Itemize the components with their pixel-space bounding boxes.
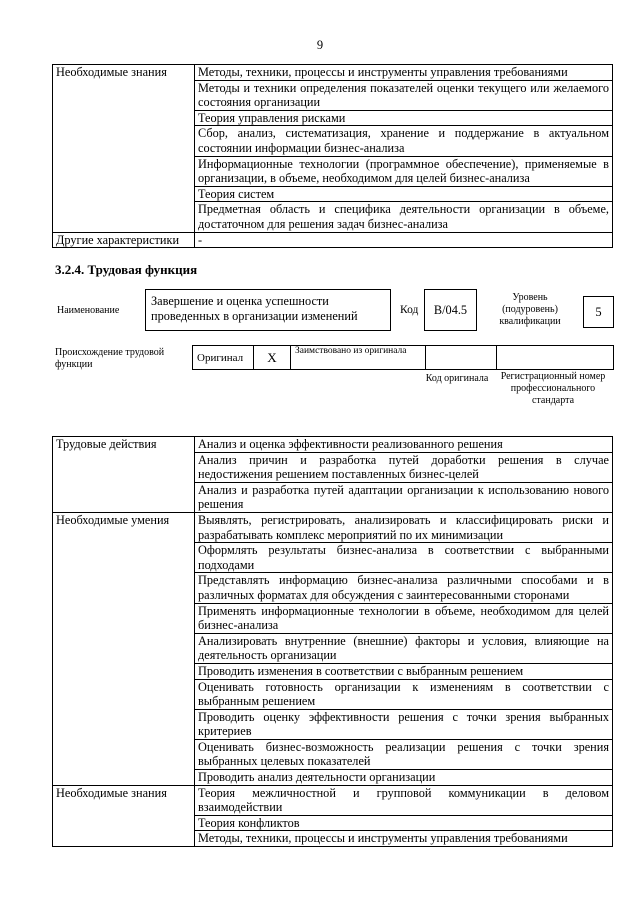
knowledge-item: Методы, техники, процессы и инструменты управления требованиями <box>195 65 613 81</box>
table-row <box>53 512 613 542</box>
knowledge-item: Методы, техники, процессы и инструменты управления требованиями <box>195 831 613 847</box>
table-row <box>53 232 613 248</box>
skill-item: Оценивать готовность организации к изменениям в соответствии с выбранным решением <box>195 679 613 709</box>
function-details-table <box>52 436 613 847</box>
skill-item: Применять информационные технологии в объеме, необходимом для целей бизнес-анализа <box>195 603 613 633</box>
row-label-knowledge: Необходимые знания <box>53 65 195 233</box>
row-label-knowledge: Необходимые знания <box>53 785 195 846</box>
skill-item: Оформлять результаты бизнес-анализа в соответствии с выбранными подходами <box>195 543 613 573</box>
function-code: B/04.5 <box>424 289 477 331</box>
table-row <box>53 437 613 453</box>
other-value: - <box>195 232 613 248</box>
function-name: Завершение и оценка успешности проведенных в организации изменений <box>145 289 391 331</box>
table-row <box>53 785 613 815</box>
skill-item: Анализировать внутренние (внешние) факторы и условия, влияющие на деятельность организации <box>195 633 613 663</box>
skill-item: Представлять информацию бизнес-анализа различными способами и в различных форматах для обсуждения с заинтересованными сторонами <box>195 573 613 603</box>
knowledge-table-continued <box>52 64 613 248</box>
origin-label: Происхождение трудовой функции <box>55 347 165 370</box>
skill-item: Выявлять, регистрировать, анализировать и классифицировать риски и разрабатывать комплекс мероприятий по их минимизации <box>195 512 613 542</box>
page-number: 9 <box>316 38 324 52</box>
reg-number-label: Регистрационный номер профессионального стандарта <box>500 371 606 406</box>
knowledge-item: Методы и техники определения показателей оценки текущего или желаемого состояния организации <box>195 80 613 110</box>
level-label: Уровень (подуровень) квалификации <box>499 292 561 327</box>
name-label: Наименование <box>57 305 120 316</box>
row-label-skills: Необходимые умения <box>53 512 195 785</box>
table-row <box>193 346 614 370</box>
skill-item: Проводить изменения в соответствии с выбранным решением <box>195 663 613 679</box>
code-label: Код <box>400 304 419 316</box>
knowledge-item: Сбор, анализ, систематизация, хранение и поддержание в актуальном состоянии информации бизнес-анализа <box>195 126 613 156</box>
row-label-actions: Трудовые действия <box>53 437 195 513</box>
borrowed-label: Заимствовано из оригинала <box>291 346 426 370</box>
original-label: Оригинал <box>193 346 254 370</box>
original-code-cell <box>426 346 497 370</box>
origin-table <box>192 345 614 370</box>
knowledge-item: Теория управления рисками <box>195 110 613 126</box>
knowledge-item: Предметная область и специфика деятельности организации в объеме, достаточном для решения задач бизнес-анализа <box>195 202 613 232</box>
skill-item: Проводить анализ деятельности организации <box>195 770 613 786</box>
reg-number-cell <box>497 346 614 370</box>
action-item: Анализ причин и разработка путей доработки решения в случае недостижения решением поставленных бизнес-целей <box>195 452 613 482</box>
qualification-level: 5 <box>583 296 614 328</box>
row-label-other: Другие характеристики <box>53 232 195 248</box>
knowledge-item: Информационные технологии (программное обеспечение), применяемые в организации, в объеме, необходимом для целей бизнес-анализа <box>195 156 613 186</box>
knowledge-item: Теория межличностной и групповой коммуникации в деловом взаимодействии <box>195 785 613 815</box>
original-code-label: Код оригинала <box>425 373 489 384</box>
table-row <box>53 65 613 81</box>
skill-item: Проводить оценку эффективности решения с точки зрения выбранных критериев <box>195 709 613 739</box>
knowledge-item: Теория систем <box>195 186 613 202</box>
original-mark: X <box>254 346 291 370</box>
section-title: 3.2.4. Трудовая функция <box>55 262 198 277</box>
skill-item: Оценивать бизнес-возможность реализации решения с точки зрения выбранных целевых показателей <box>195 739 613 769</box>
action-item: Анализ и разработка путей адаптации организации к использованию нового решения <box>195 482 613 512</box>
knowledge-item: Теория конфликтов <box>195 815 613 831</box>
action-item: Анализ и оценка эффективности реализованного решения <box>195 437 613 453</box>
